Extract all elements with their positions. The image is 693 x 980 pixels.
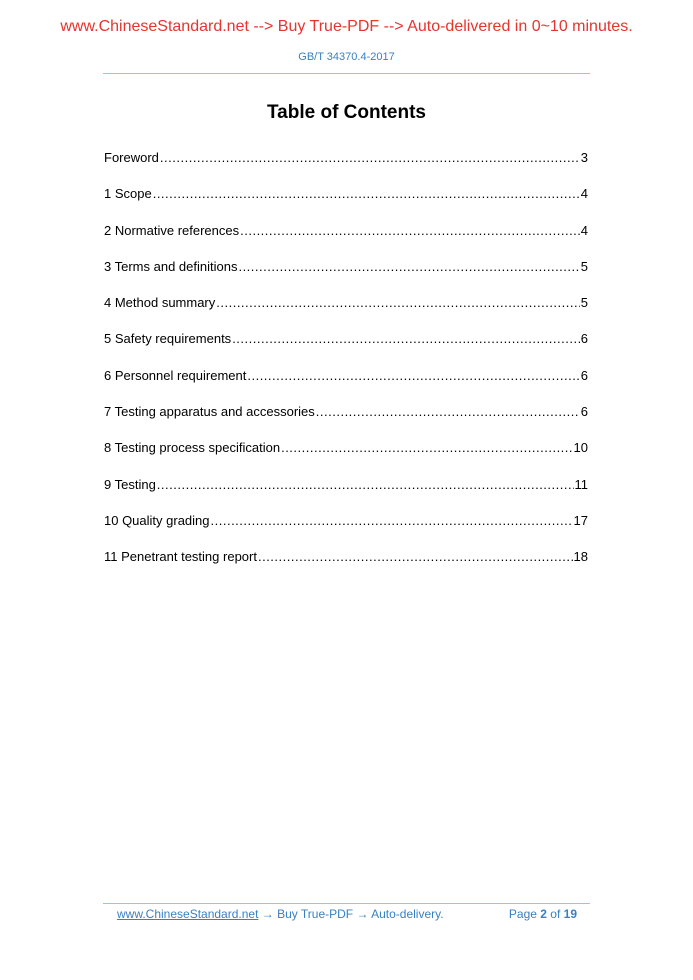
toc-entry-personnel-requirement[interactable] (104, 368, 588, 404)
toc-entry-label: 1 Scope (104, 186, 152, 202)
toc-dot-leader (160, 150, 580, 165)
of-word: of (546, 907, 564, 921)
toc-entry-page: 4 (580, 186, 588, 202)
toc-entry-label: 7 Testing apparatus and accessories (104, 404, 315, 420)
toc-dot-leader (238, 259, 579, 274)
toc-entry-page: 6 (580, 404, 588, 420)
toc-dot-leader (247, 368, 579, 383)
table-of-contents (104, 150, 588, 586)
toc-dot-leader (240, 223, 580, 238)
toc-entry-label: 11 Penetrant testing report (104, 549, 257, 565)
toc-entry-foreword[interactable] (104, 150, 588, 186)
toc-entry-penetrant-testing-report[interactable] (104, 549, 588, 585)
page-title: Table of Contents (266, 102, 427, 123)
toc-entry-label: 8 Testing process specification (104, 440, 281, 456)
page-footer (117, 907, 587, 921)
page-indicator (509, 907, 577, 921)
footer-site-link[interactable]: www.ChineseStandard.net (117, 907, 259, 921)
toc-entry-method-summary[interactable] (104, 295, 588, 331)
standard-code: GB/T 34370.4-2017 (298, 51, 395, 63)
toc-entry-page: 6 (580, 331, 588, 347)
header-divider (103, 73, 590, 74)
toc-dot-leader (258, 549, 573, 564)
toc-entry-page: 4 (580, 222, 588, 238)
toc-entry-label: 3 Terms and definitions (104, 258, 238, 274)
toc-entry-label: 9 Testing (104, 476, 156, 492)
toc-dot-leader (316, 404, 580, 419)
toc-dot-leader (153, 186, 580, 201)
toc-entry-testing[interactable] (104, 477, 588, 513)
toc-dot-leader (281, 440, 572, 455)
toc-entry-scope[interactable] (104, 186, 588, 222)
toc-entry-label: 6 Personnel requirement (104, 367, 247, 383)
toc-entry-quality-grading[interactable] (104, 513, 588, 549)
toc-entry-page: 5 (580, 258, 588, 274)
toc-entry-label: Foreword (104, 150, 159, 165)
toc-entry-label: 10 Quality grading (104, 512, 210, 528)
toc-dot-leader (232, 331, 580, 346)
toc-entry-terms-and-definitions[interactable] (104, 259, 588, 295)
toc-entry-safety-requirements[interactable] (104, 331, 588, 367)
toc-entry-page: 17 (573, 512, 588, 528)
toc-entry-normative-references[interactable] (104, 223, 588, 259)
footer-tagline: → Buy True-PDF → Auto-delivery. (258, 907, 444, 921)
toc-entry-testing-process-specification[interactable] (104, 440, 588, 476)
toc-dot-leader (157, 477, 574, 492)
top-banner[interactable]: www.ChineseStandard.net --> Buy True-PDF --> Auto-delivered in 0~10 minutes. (60, 18, 633, 35)
toc-entry-page: 6 (580, 367, 588, 383)
toc-entry-page: 18 (573, 549, 588, 565)
toc-dot-leader (216, 295, 580, 310)
page-word: Page (508, 907, 541, 921)
toc-entry-page: 10 (573, 440, 588, 456)
toc-entry-label: 4 Method summary (104, 295, 216, 311)
toc-entry-label: 5 Safety requirements (104, 331, 232, 347)
toc-entry-page: 5 (580, 295, 588, 311)
toc-entry-testing-apparatus[interactable] (104, 404, 588, 440)
total-page-count: 19 (563, 907, 577, 921)
toc-entry-page: 3 (580, 150, 588, 165)
toc-dot-leader (211, 513, 573, 528)
toc-entry-label: 2 Normative references (104, 222, 240, 238)
toc-entry-page: 11 (574, 476, 588, 492)
footer-divider (103, 903, 590, 904)
current-page-number: 2 (540, 907, 547, 921)
